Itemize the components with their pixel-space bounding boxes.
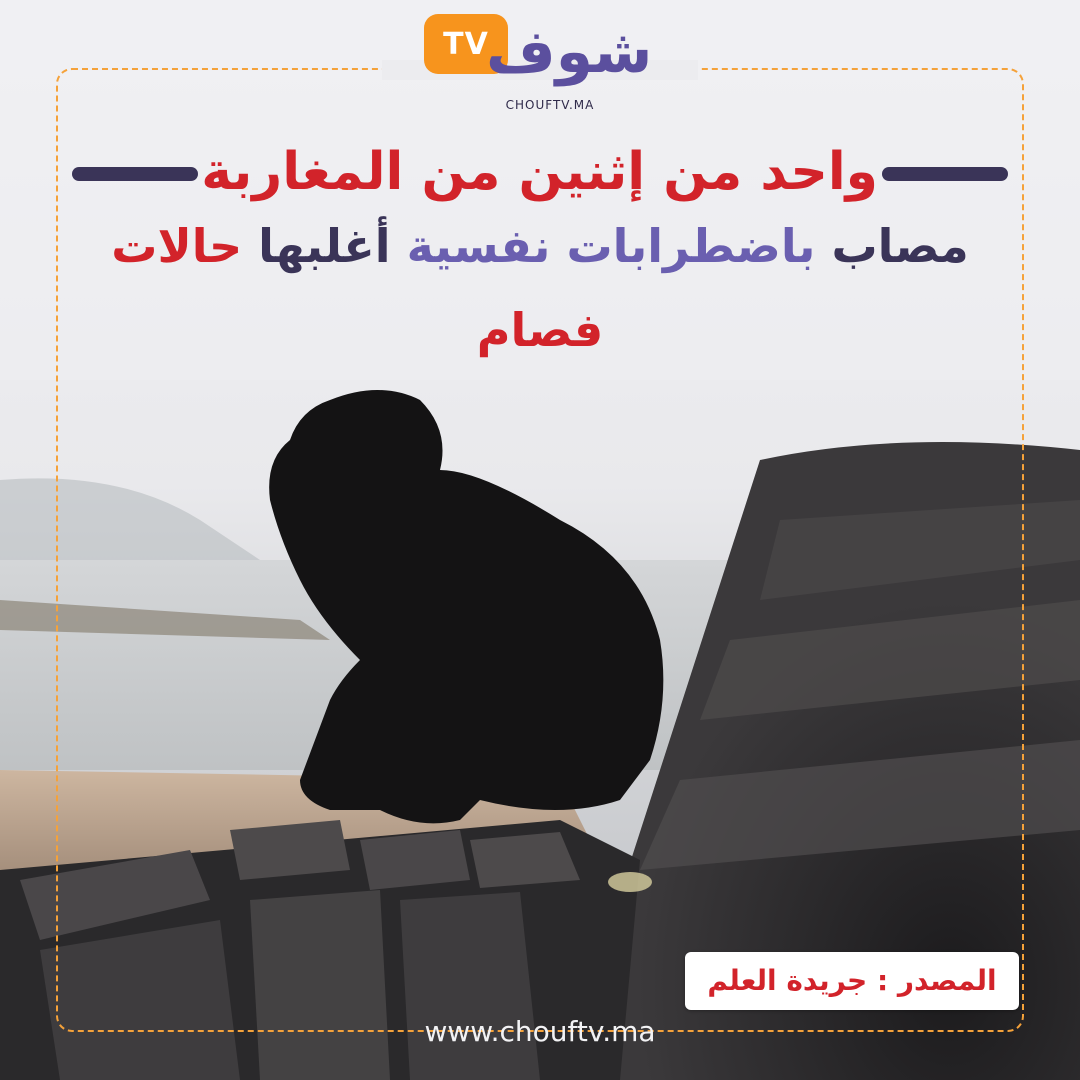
decorative-bar-left <box>72 167 198 181</box>
headline-line-3: فصام <box>476 303 604 357</box>
website-url[interactable]: www.chouftv.ma <box>424 1015 656 1048</box>
source-badge: المصدر : جريدة العلم <box>685 952 1019 1010</box>
headline-line-2 <box>60 214 1020 278</box>
headline-word-2: باضطرابات نفسية <box>406 219 816 273</box>
headline-line-1-text: واحد من إثنين من المغاربة <box>201 142 878 202</box>
decorative-bar-right <box>882 167 1008 181</box>
headline-line-1 <box>72 132 1008 212</box>
logo-subtitle: CHOUFTV.MA <box>505 98 595 112</box>
logo-word: شوف <box>486 17 653 87</box>
headline-word-1: مصاب <box>831 219 969 273</box>
headline-word-4: حالات <box>111 219 243 273</box>
dashed-frame <box>56 68 1024 1032</box>
chouftv-logo <box>424 10 660 120</box>
logo-tv-badge: TV <box>424 14 508 74</box>
headline-word-3: أغلبها <box>258 219 391 273</box>
